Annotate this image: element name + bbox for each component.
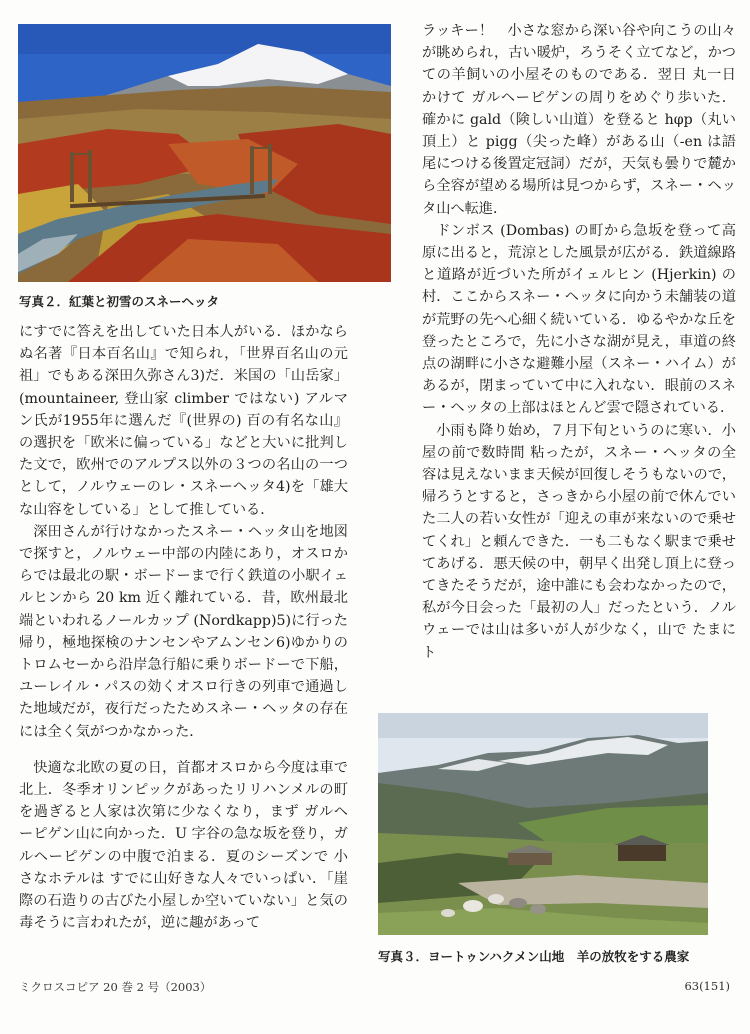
photo-3-image: [378, 713, 708, 935]
left-paragraph-2: 深田さんが行けなかったスネー・ヘッタ山を地図で探すと，ノルウェー中部の内陸にあり，オスロからでは最北の駅・ボードーまで行く鉄道の小駅イェルヒンから 20 km 近く離れている．昔，欧州最北端といわれるノールカップ (Nordkapp)5)に行った帰り，極地探検のナンセンやアムンセン6)ゆかりのトロムセーから沿岸急行船に乗りボードーで下船，ユーレイル・パスの効くオスロ行きの列車で通過した地域だが，夜行だったためスネー・ヘッタの存在には全く気がつかなかった．: [19, 523, 348, 740]
photo-2-caption: 写真２．紅葉と初雪のスネーヘッタ: [19, 294, 220, 309]
left-column: [19, 321, 348, 934]
photo-3-caption: 写真３．ヨートゥンハクメン山地 羊の放牧をする農家: [378, 949, 690, 964]
photo-jotunheimen-farm: [378, 713, 708, 935]
right-paragraph-3: 小雨も降り始め，７月下旬というのに寒い．小屋の前で数時間 粘ったが，スネー・ヘッタの全容は見えないまま天候が回復しそうもないので，帰ろうとすると，さっきから小屋の前で休んでいた二人の若い女性が「迎えの車が来ないので乗せてくれ」と頼んできた．一も二もなく駅まで乗せてあげる．悪天候の中，朝早く出発し頂上に登ってきたそうだが，途中誰にも会わなかったので，私が今日会った「最初の人」だったという．ノルウェーでは山は多いが人が少なく，山で たまにト: [422, 422, 736, 661]
footer-page-number: 63(151): [684, 979, 730, 993]
left-paragraph-3: 快適な北欧の夏の日，首都オスロから今度は車で北上．冬季オリンピックがあったリリハンメルの町を過ぎると人家は次第に少なくなり，まず ガルヘーピゲン山に向かった．U 字谷の急な坂を登り，ガルヘーピゲンの中腹で泊まる．夏のシーズンで 小さなホテルは すでに山好きな人々でいっぱい．「崖際の石造りの古びた小屋しか空いていない」と気の毒そうに言われたが，逆に趣があって: [19, 759, 348, 932]
left-paragraph-1: にすでに答えを出していた日本人がいる．ほかならぬ名著『日本百名山』で知られ，「世界百名山の元祖」でもある深田久弥さん3)だ．米国の「山岳家」(mountaineer, 登山家 climber ではない) アルマン氏が1955年に選んだ『(世界の) 百の有名な山』の選択を「欧米に偏っている」などと大いに批判した文で，欧州でのアルプス以外の３つの名山の一つとして，ノルウェーのレ・スネーヘッタ4)を「雄大な山容をしている」として推している．: [19, 324, 348, 518]
right-column: [422, 20, 736, 664]
right-paragraph-1: ラッキー！ 小さな窓から深い谷や向こうの山々が眺められ，古い暖炉，ろうそく立てなど，かつての羊飼いの小屋そのものである．翌日 丸一日かけて ガルヘーピゲンの周りをめぐり歩いた．確かに gald（険しい山道）を登ると hφp（丸い頂上）と pigg（尖った峰）がある山（-en は語尾につける後置定冠詞）だが，天気も曇りで麓から全容が望める場所は見つからず，スネー・ヘッタ山へ転進．: [422, 23, 736, 217]
right-paragraph-2: ドンボス (Dombas) の町から急坂を登って高原に出ると，荒涼とした風景が広がる．鉄道線路と道路が近づいた所がイェルヒン (Hjerkin) の村．ここからスネー・ヘッタに向かう未舗装の道が荒野の先へ心細く続いている．ゆるやかな丘を登ったところで，先に小さな湖が見え，車道の終点の湖畔に小さな避難小屋（スネー・ハイム）があるが，閉まっていて中に入れない．眼前のスネー・ヘッタの上部はほとんど雲で隠されている．: [422, 222, 736, 417]
photo-snohetta-autumn: [18, 24, 391, 282]
footer-journal: ミクロスコピア 20 巻 2 号（2003）: [19, 980, 212, 994]
photo-2-image: [18, 24, 391, 282]
